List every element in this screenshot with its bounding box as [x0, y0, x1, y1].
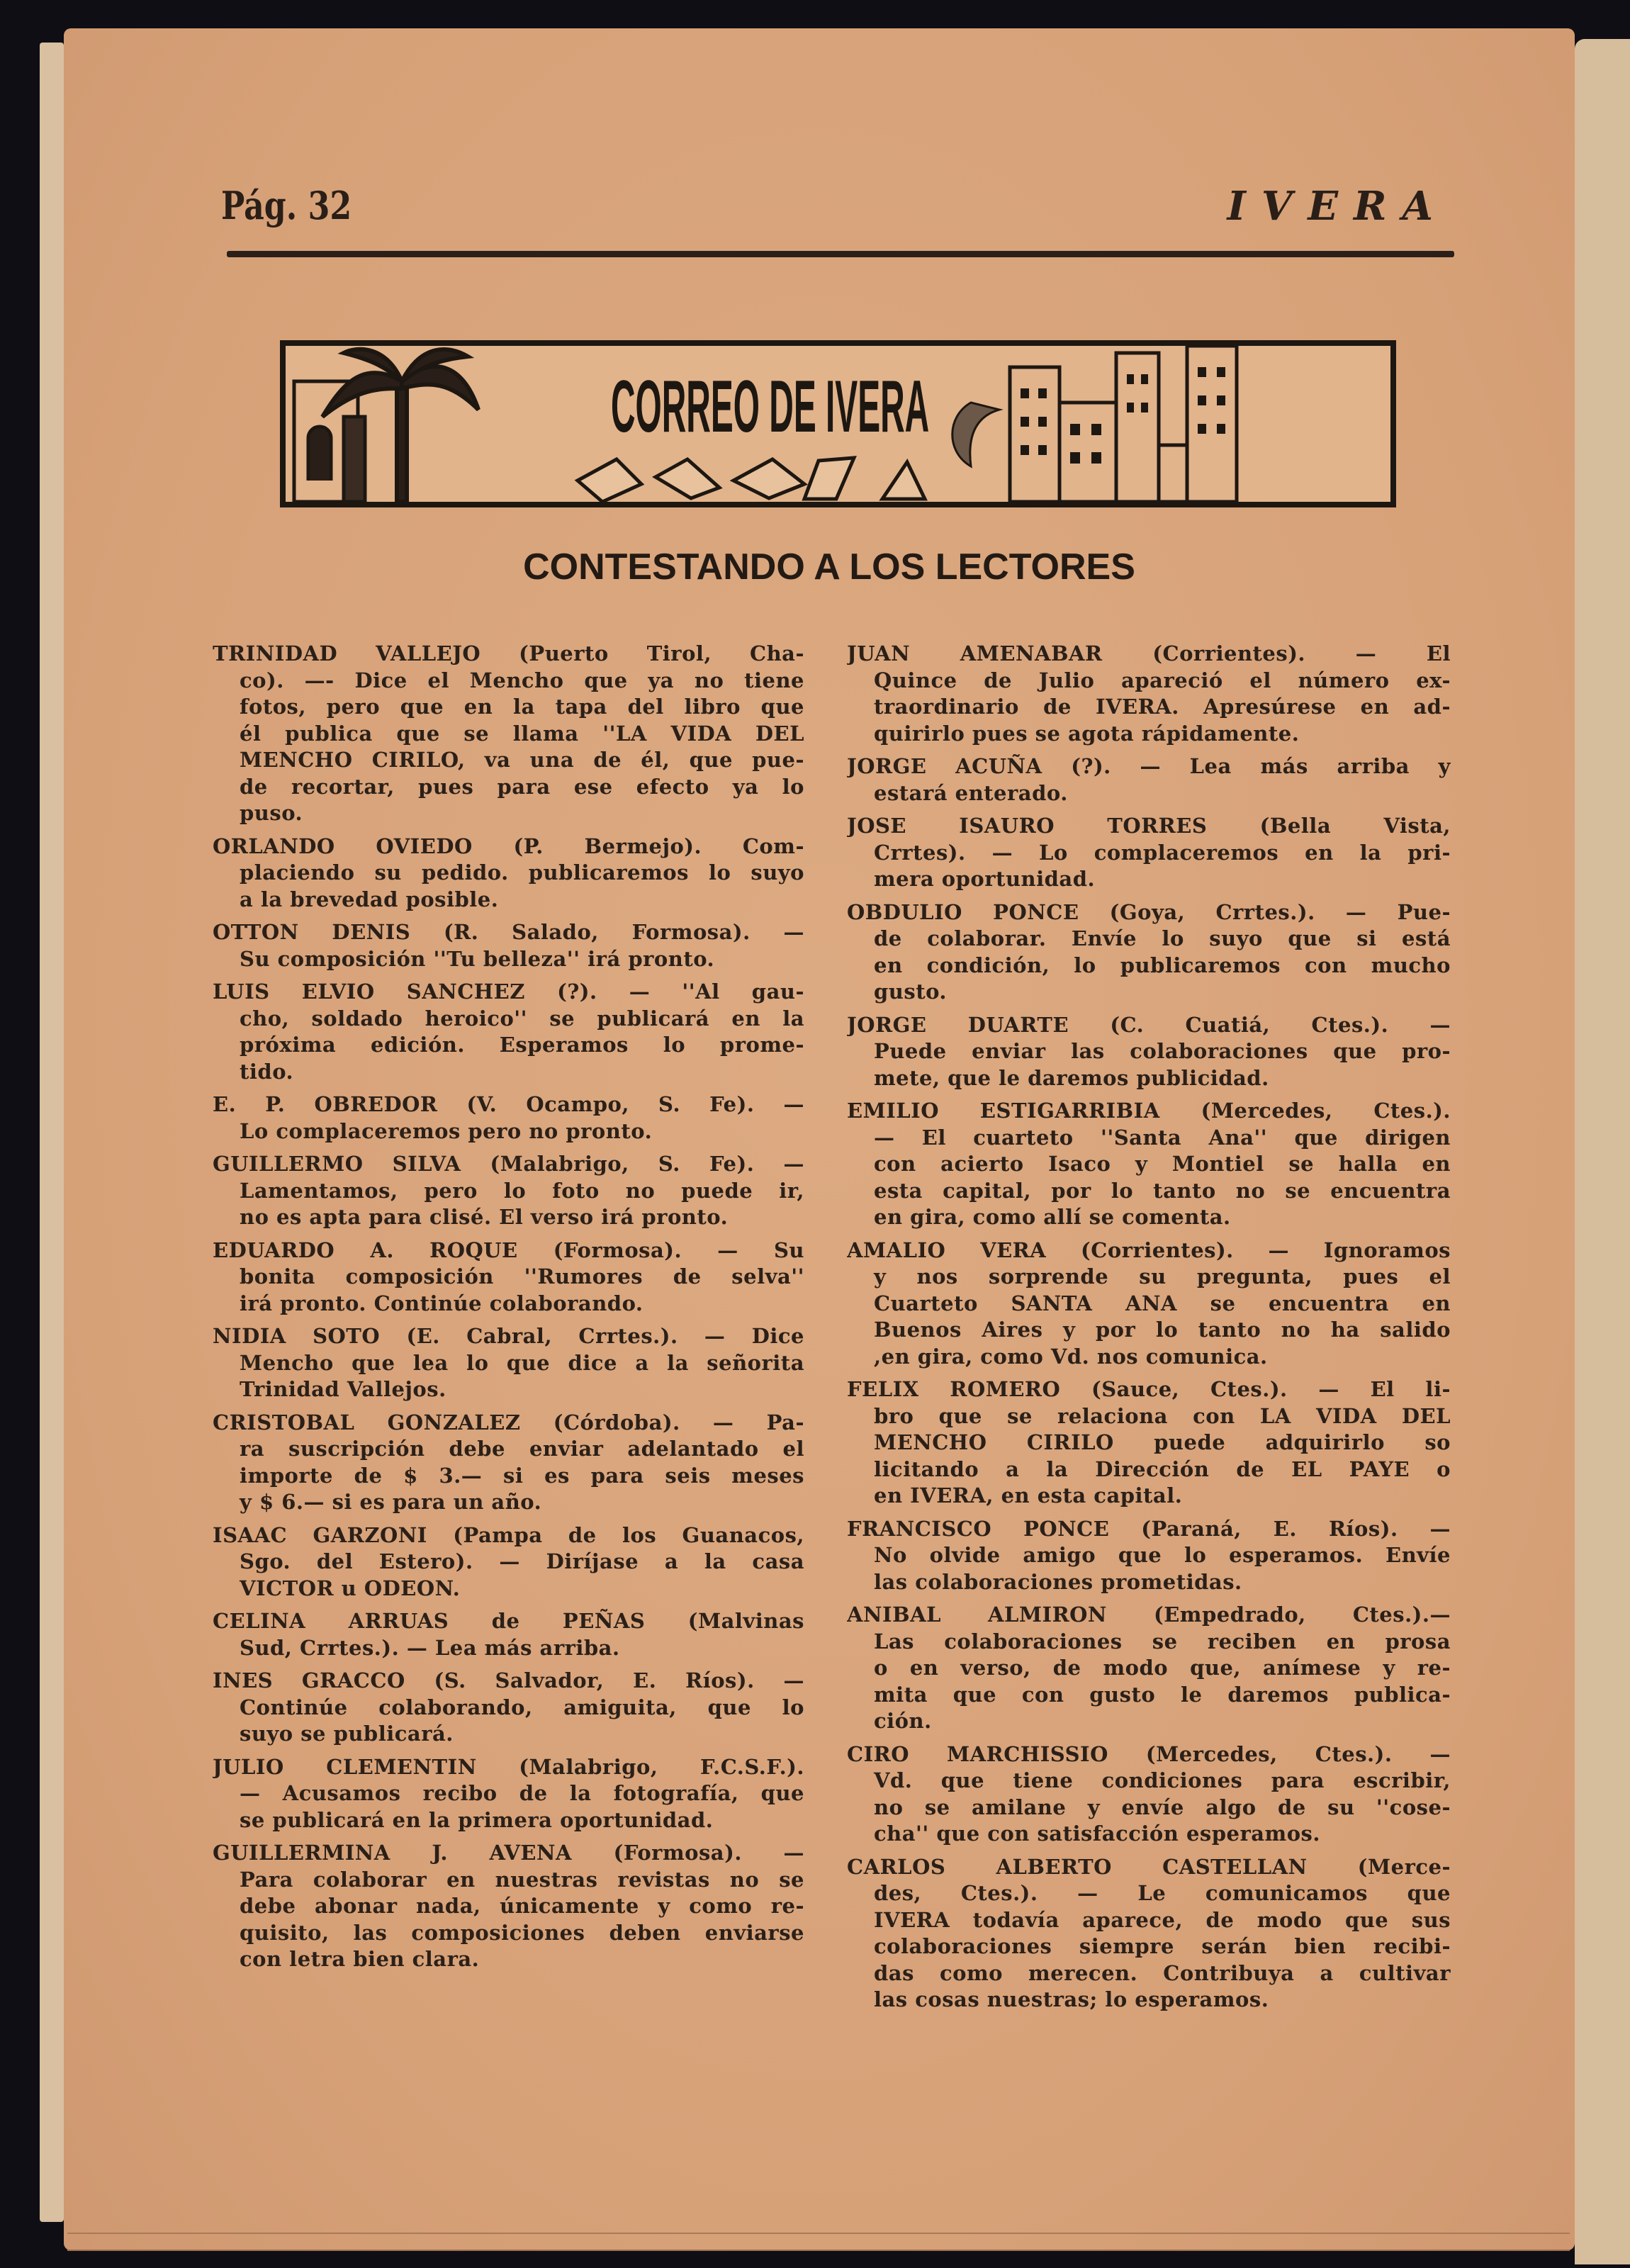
reply-text-line: se publicará en la primera oportunidad.: [240, 1807, 714, 1832]
reply-heading-line: E. P. OBREDOR (V. Ocampo, S. Fe). —: [213, 1092, 804, 1116]
reader-reply-entry: [847, 1854, 1451, 2014]
reply-text-line: — El cuarteto ''Santa Ana'' que dirigen: [874, 1125, 1451, 1150]
reply-text-line: en condición, lo publicaremos con mucho: [874, 953, 1451, 977]
reply-heading-line: CIRO MARCHISSIO (Mercedes, Ctes.). —: [847, 1741, 1451, 1766]
reply-text-line: Puede enviar las colaboraciones que pro-: [874, 1039, 1451, 1063]
reply-text-line: mita que con gusto le daremos publica-: [874, 1682, 1451, 1707]
reader-reply-entry: [847, 1012, 1451, 1092]
reply-heading-line: TRINIDAD VALLEJO (Puerto Tirol, Cha-: [213, 641, 804, 666]
reply-heading-line: LUIS ELVIO SANCHEZ (?). — ''Al gau-: [213, 979, 804, 1004]
reply-heading-line: NIDIA SOTO (E. Cabral, Crrtes.). — Dice: [213, 1324, 804, 1348]
reader-reply-entry: [847, 1098, 1451, 1231]
reader-reply-entry: [213, 1522, 804, 1602]
reply-text-line: puso.: [240, 801, 303, 825]
reader-reply-entry: [213, 1237, 804, 1318]
reply-text-line: Continúe colaborando, amiguita, que lo: [240, 1695, 804, 1719]
reply-heading-line: INES GRACCO (S. Salvador, E. Ríos). —: [213, 1668, 804, 1692]
reply-text-line: das como merecen. Contribuya a cultivar: [874, 1960, 1451, 1985]
reply-heading-line: JORGE ACUÑA (?). — Lea más arriba y: [847, 754, 1451, 778]
reply-text-line: licitando a la Dirección de EL PAYE o: [874, 1456, 1451, 1481]
reply-text-line: Vd. que tiene condiciones para escribir,: [874, 1768, 1451, 1792]
reader-reply-entry: [213, 833, 804, 914]
reply-text-line: gusto.: [874, 979, 948, 1004]
reply-text-line: des, Ctes.). — Le comunicamos que: [874, 1881, 1451, 1905]
reply-text-line: Buenos Aires y por lo tanto no ha salido: [874, 1318, 1451, 1342]
reader-reply-entry: [213, 1323, 804, 1403]
reader-reply-entry: [847, 1516, 1451, 1596]
header-rule: [227, 251, 1454, 257]
reply-text-line: y $ 6.— si es para un año.: [240, 1490, 542, 1514]
reply-heading-line: EMILIO ESTIGARRIBIA (Mercedes, Ctes.).: [847, 1099, 1451, 1123]
reply-text-line: quisito, las composiciones deben enviarse: [240, 1920, 804, 1945]
reader-reply-entry: [847, 641, 1451, 747]
reply-text-line: estará enterado.: [874, 780, 1068, 805]
reply-text-line: Mencho que lea lo que dice a la señorita: [240, 1350, 804, 1375]
reply-text-line: debe abonar nada, únicamente y como re-: [240, 1894, 804, 1918]
reply-text-line: y nos sorprende su pregunta, pues el: [874, 1264, 1451, 1289]
reply-text-line: Lamentamos, pero lo foto no puede ir,: [240, 1178, 804, 1203]
reply-text-line: quirirlo pues se agota rápidamente.: [874, 721, 1300, 746]
reply-heading-line: ORLANDO OVIEDO (P. Bermejo). Com-: [213, 833, 804, 858]
reply-text-line: Para colaborar en nuestras revistas no se: [240, 1867, 804, 1892]
reply-text-line: Su composición ''Tu belleza'' irá pronto.: [240, 946, 715, 971]
reply-text-line: cha'' que con satisfacción esperamos.: [874, 1821, 1320, 1846]
reader-reply-entry: [847, 1237, 1451, 1371]
reply-text-line: MENCHO CIRILO, va una de él, que pue-: [240, 748, 804, 772]
reply-text-line: con letra bien clara.: [240, 1947, 480, 1971]
reply-text-line: bonita composición ''Rumores de selva'': [240, 1264, 804, 1289]
reply-text-line: tido.: [240, 1059, 294, 1084]
reply-text-line: MENCHO CIRILO puede adquirirlo so: [874, 1430, 1451, 1454]
reply-text-line: en gira, como allí se comenta.: [874, 1205, 1231, 1229]
reader-reply-entry: [847, 899, 1451, 1006]
reply-text-line: a la brevedad posible.: [240, 887, 499, 911]
reply-text-line: suyo se publicará.: [240, 1722, 454, 1746]
reply-text-line: Sud, Crrtes.). — Lea más arriba.: [240, 1635, 620, 1660]
reply-text-line: no se amilane y envíe algo de su ''cose-: [874, 1795, 1451, 1819]
banner-title: CORREO DE IVERA: [611, 366, 930, 448]
reply-text-line: mete, que le daremos publicidad.: [874, 1065, 1269, 1090]
reply-heading-line: JULIO CLEMENTIN (Malabrigo, F.C.S.F.).: [213, 1754, 804, 1779]
reply-heading-line: ANIBAL ALMIRON (Empedrado, Ctes.).—: [847, 1602, 1451, 1627]
reply-heading-line: EDUARDO A. ROQUE (Formosa). — Su: [213, 1237, 804, 1262]
reply-text-line: Crrtes). — Lo complaceremos en la pri-: [874, 840, 1451, 865]
reply-text-line: con acierto Isaco y Montiel se halla en: [874, 1152, 1451, 1176]
reader-reply-entry: [213, 1091, 804, 1145]
reply-text-line: co). —- Dice el Mencho que ya no tiene: [240, 668, 804, 692]
reply-text-line: o en verso, de modo que, anímese y re-: [874, 1656, 1451, 1680]
reader-reply-entry: [213, 1840, 804, 1973]
reply-text-line: de recortar, pues para ese efecto ya lo: [240, 774, 804, 799]
reader-reply-entry: [213, 1608, 804, 1661]
reply-heading-line: JOSE ISAURO TORRES (Bella Vista,: [847, 814, 1451, 838]
magazine-name: IVERA: [1227, 183, 1449, 230]
reader-reply-entry: [213, 919, 804, 972]
reply-text-line: Cuarteto SANTA ANA se encuentra en: [874, 1291, 1451, 1315]
reply-text-line: traordinario de IVERA. Apresúrese en ad-: [874, 695, 1451, 719]
reply-text-line: no es apta para clisé. El verso irá pronto.: [240, 1205, 729, 1229]
left-column: [213, 641, 804, 1980]
reader-reply-entry: [847, 1602, 1451, 1735]
reply-text-line: colaboraciones siempre serán bien recibi-: [874, 1934, 1451, 1958]
reply-heading-line: CARLOS ALBERTO CASTELLAN (Merce-: [847, 1854, 1451, 1879]
section-title: CONTESTANDO A LOS LECTORES: [523, 546, 1135, 588]
reply-heading-line: AMALIO VERA (Corrientes). — Ignoramos: [847, 1237, 1451, 1262]
reply-text-line: de colaborar. Envíe lo suyo que si está: [874, 926, 1451, 950]
reply-heading-line: OTTON DENIS (R. Salado, Formosa). —: [213, 920, 804, 944]
reader-reply-entry: [213, 641, 804, 827]
reply-heading-line: JUAN AMENABAR (Corrientes). — El: [847, 641, 1451, 666]
next-page-edge: [1575, 39, 1630, 2264]
reply-text-line: IVERA todavía aparece, de modo que sus: [874, 1907, 1451, 1932]
reply-text-line: las cosas nuestras; lo esperamos.: [874, 1987, 1269, 2011]
reply-text-line: irá pronto. Continúe colaborando.: [240, 1291, 643, 1315]
reply-text-line: placiendo su pedido. publicaremos lo suyo: [240, 860, 804, 885]
reply-heading-line: ISAAC GARZONI (Pampa de los Guanacos,: [213, 1522, 804, 1547]
reply-heading-line: GUILLERMO SILVA (Malabrigo, S. Fe). —: [213, 1152, 804, 1176]
reply-heading-line: FRANCISCO PONCE (Paraná, E. Ríos). —: [847, 1516, 1451, 1541]
reply-text-line: Sgo. del Estero). — Diríjase a la casa: [240, 1549, 804, 1573]
reply-heading-line: OBDULIO PONCE (Goya, Crrtes.). — Pue-: [847, 899, 1451, 924]
reply-heading-line: GUILLERMINA J. AVENA (Formosa). —: [213, 1841, 804, 1865]
previous-page-edge: [40, 43, 64, 2222]
reply-text-line: VICTOR u ODEON.: [240, 1576, 461, 1600]
page-number: Pág. 32: [221, 183, 352, 228]
reply-text-line: cho, soldado heroico'' se publicará en la: [240, 1006, 804, 1031]
city-buildings-illustration: [1010, 346, 1237, 502]
reader-reply-entry: [847, 1741, 1451, 1848]
reader-reply-entry: [213, 1754, 804, 1834]
reader-reply-entry: [847, 813, 1451, 893]
reader-reply-entry: [847, 1376, 1451, 1510]
reply-text-line: esta capital, por lo tanto no se encuentra: [874, 1178, 1451, 1203]
reply-text-line: en IVERA, en esta capital.: [874, 1483, 1183, 1508]
reply-text-line: importe de $ 3.— si es para seis meses: [240, 1463, 804, 1488]
reply-text-line: Trinidad Vallejos.: [240, 1377, 446, 1401]
reply-text-line: mera oportunidad.: [874, 867, 1096, 891]
reader-reply-entry: [213, 1151, 804, 1231]
reader-reply-entry: [847, 753, 1451, 807]
reply-text-line: fotos, pero que en la tapa del libro que: [240, 695, 804, 719]
reader-reply-entry: [213, 1668, 804, 1748]
reply-text-line: las colaboraciones prometidas.: [874, 1569, 1242, 1594]
reply-text-line: — Acusamos recibo de la fotografía, que: [240, 1781, 804, 1805]
reply-text-line: Las colaboraciones se reciben en prosa: [874, 1629, 1451, 1654]
reply-text-line: Quince de Julio apareció el número ex-: [874, 668, 1451, 692]
reply-heading-line: JORGE DUARTE (C. Cuatiá, Ctes.). —: [847, 1012, 1451, 1037]
reply-text-line: Lo complaceremos pero no pronto.: [240, 1118, 653, 1143]
reply-text-line: No olvide amigo que lo esperamos. Envíe: [874, 1543, 1451, 1567]
reply-heading-line: FELIX ROMERO (Sauce, Ctes.). — El li-: [847, 1377, 1451, 1401]
reader-reply-entry: [213, 1410, 804, 1516]
reply-text-line: bro que se relaciona con LA VIDA DEL: [874, 1403, 1451, 1428]
reply-text-line: próxima edición. Esperamos lo prome-: [240, 1033, 804, 1057]
reader-reply-entry: [213, 979, 804, 1085]
reply-text-line: ción.: [874, 1709, 932, 1733]
reply-text-line: ra suscripción debe enviar adelantado el: [240, 1437, 804, 1461]
page-stack-edge: [67, 2233, 1570, 2251]
reply-heading-line: CELINA ARRUAS de PEÑAS (Malvinas: [213, 1609, 804, 1633]
reply-text-line: ,en gira, como Vd. nos comunica.: [874, 1344, 1268, 1369]
reply-text-line: él publica que se llama ''LA VIDA DEL: [240, 721, 804, 746]
reply-heading-line: CRISTOBAL GONZALEZ (Córdoba). — Pa-: [213, 1410, 804, 1435]
right-column: [847, 641, 1451, 2020]
